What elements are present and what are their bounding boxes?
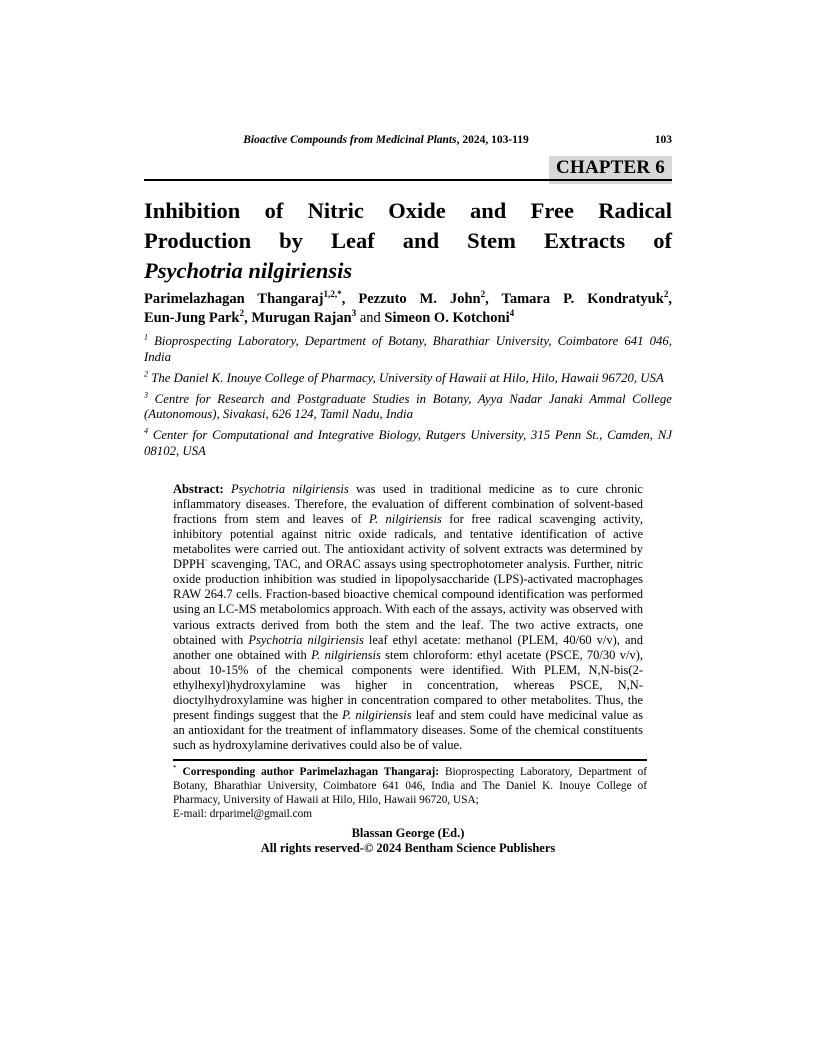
running-header <box>144 134 672 149</box>
authors <box>144 290 672 328</box>
header-rule <box>144 179 672 181</box>
corresponding-author-footnote <box>173 759 647 821</box>
affiliation-3: $^3$ Centre for Research and Postgraduate Studies in Botany, Ayya Nadar Janaki Ammal College (Autonomous), Sivakasi, 626 124, Tamil Nadu, India <box>144 390 672 422</box>
authors-line-2: Eun-Jung Park$^2$, Murugan Rajan$^3$ and Simeon O. Kotchoni$^4$ <box>144 308 515 326</box>
abstract-paragraph: Abstract: Psychotria nilgiriensis was used in traditional medicine as to cure chronic inflammatory diseases. Therefore, the evaluation of different combination of solvent-based fractions from stem and leaves of P. nilgiriensis for free radical scavenging activity, inhibitory potential against nitric oxide radicals, and tentative identification of active metabolites were carried out. The antioxidant activity of solvent extracts was determined by DPPH· scavenging, TAC, and ORAC assays using spectrophotometer analysis. Further, nitric oxide production inhibition was studied in lipopolysaccharide (LPS)-activated macrophages RAW 264.7 cells. Fraction-based bioactive chemical compound identification was performed using an LC-MS metabolomics approach. With each of the assays, activity was observed with various extracts derived from both the stem and the leaf. The two active extracts, one obtained with Psychotria nilgiriensis leaf ethyl acetate: methanol (PLEM, 40/60 v/v), and another one obtained with P. nilgiriensis stem chloroform: ethyl acetate (PSCE, 70/30 v/v), about 10-15% of the chemical components were identified. With PLEM, N,N-bis(2-ethylhexyl)hydroxylamine was higher in concentration, whereas PSCE, N,N-dioctylhydroxylamine was higher in concentration compared to other metabolites. Thus, the present findings suggest that the P. nilgiriensis leaf and stem could have medicinal value as an antioxidant for the treatment of inflammatory diseases. Some of the chemical constituents such as hydroxylamine derivatives could also be of value. <box>173 481 643 753</box>
chapter-label: CHAPTER 6 <box>549 156 672 184</box>
rights-line: All rights reserved-© 2024 Bentham Science Publishers <box>260 840 556 855</box>
publisher-footer <box>144 826 672 856</box>
affiliation-4: $^4$ Center for Computational and Integrative Biology, Rutgers University, 315 Penn St., Camden, NJ 08102, USA <box>144 427 672 459</box>
page-number: 103 <box>654 134 672 146</box>
chapter-title-line-3: Psychotria nilgiriensis <box>144 258 353 283</box>
affiliation-2: $^2$ The Daniel K. Inouye College of Pharmacy, University of Hawaii at Hilo, Hilo, Hawaii 96720, USA <box>144 369 664 385</box>
chapter-banner <box>144 156 672 183</box>
footnote-text: * Corresponding author Parimelazhagan Thangaraj: Bioprospecting Laboratory, Department of Botany, Bharathiar University, Coimbatore 641 046, India and The Daniel K. Inouye College of Pharmacy, University of Hawaii at Hilo, Hilo, Hawaii 96720, USA; <box>173 764 647 806</box>
chapter-title-line-2: Production by Leaf and Stem Extracts of <box>144 228 672 253</box>
affiliations <box>144 334 672 460</box>
footnote-rule <box>173 759 647 761</box>
affiliation-1: $^1$ Bioprospecting Laboratory, Department of Botany, Bharathiar University, Coimbatore 641 046, India <box>144 332 672 364</box>
chapter-title <box>144 196 672 286</box>
running-title: Bioactive Compounds from Medicinal Plants, 2024, 103-119 <box>243 134 529 146</box>
chapter-title-line-1: Inhibition of Nitric Oxide and Free Radical <box>144 198 672 223</box>
footnote-email-line: E-mail: drparimel@gmail.com <box>173 807 313 820</box>
editor-line: Blassan George (Ed.) <box>351 825 465 840</box>
authors-line-1: Parimelazhagan Thangaraj$^{1,2,*}$, Pezzuto M. John$^2$, Tamara P. Kondratyuk$^2$, <box>144 289 672 307</box>
